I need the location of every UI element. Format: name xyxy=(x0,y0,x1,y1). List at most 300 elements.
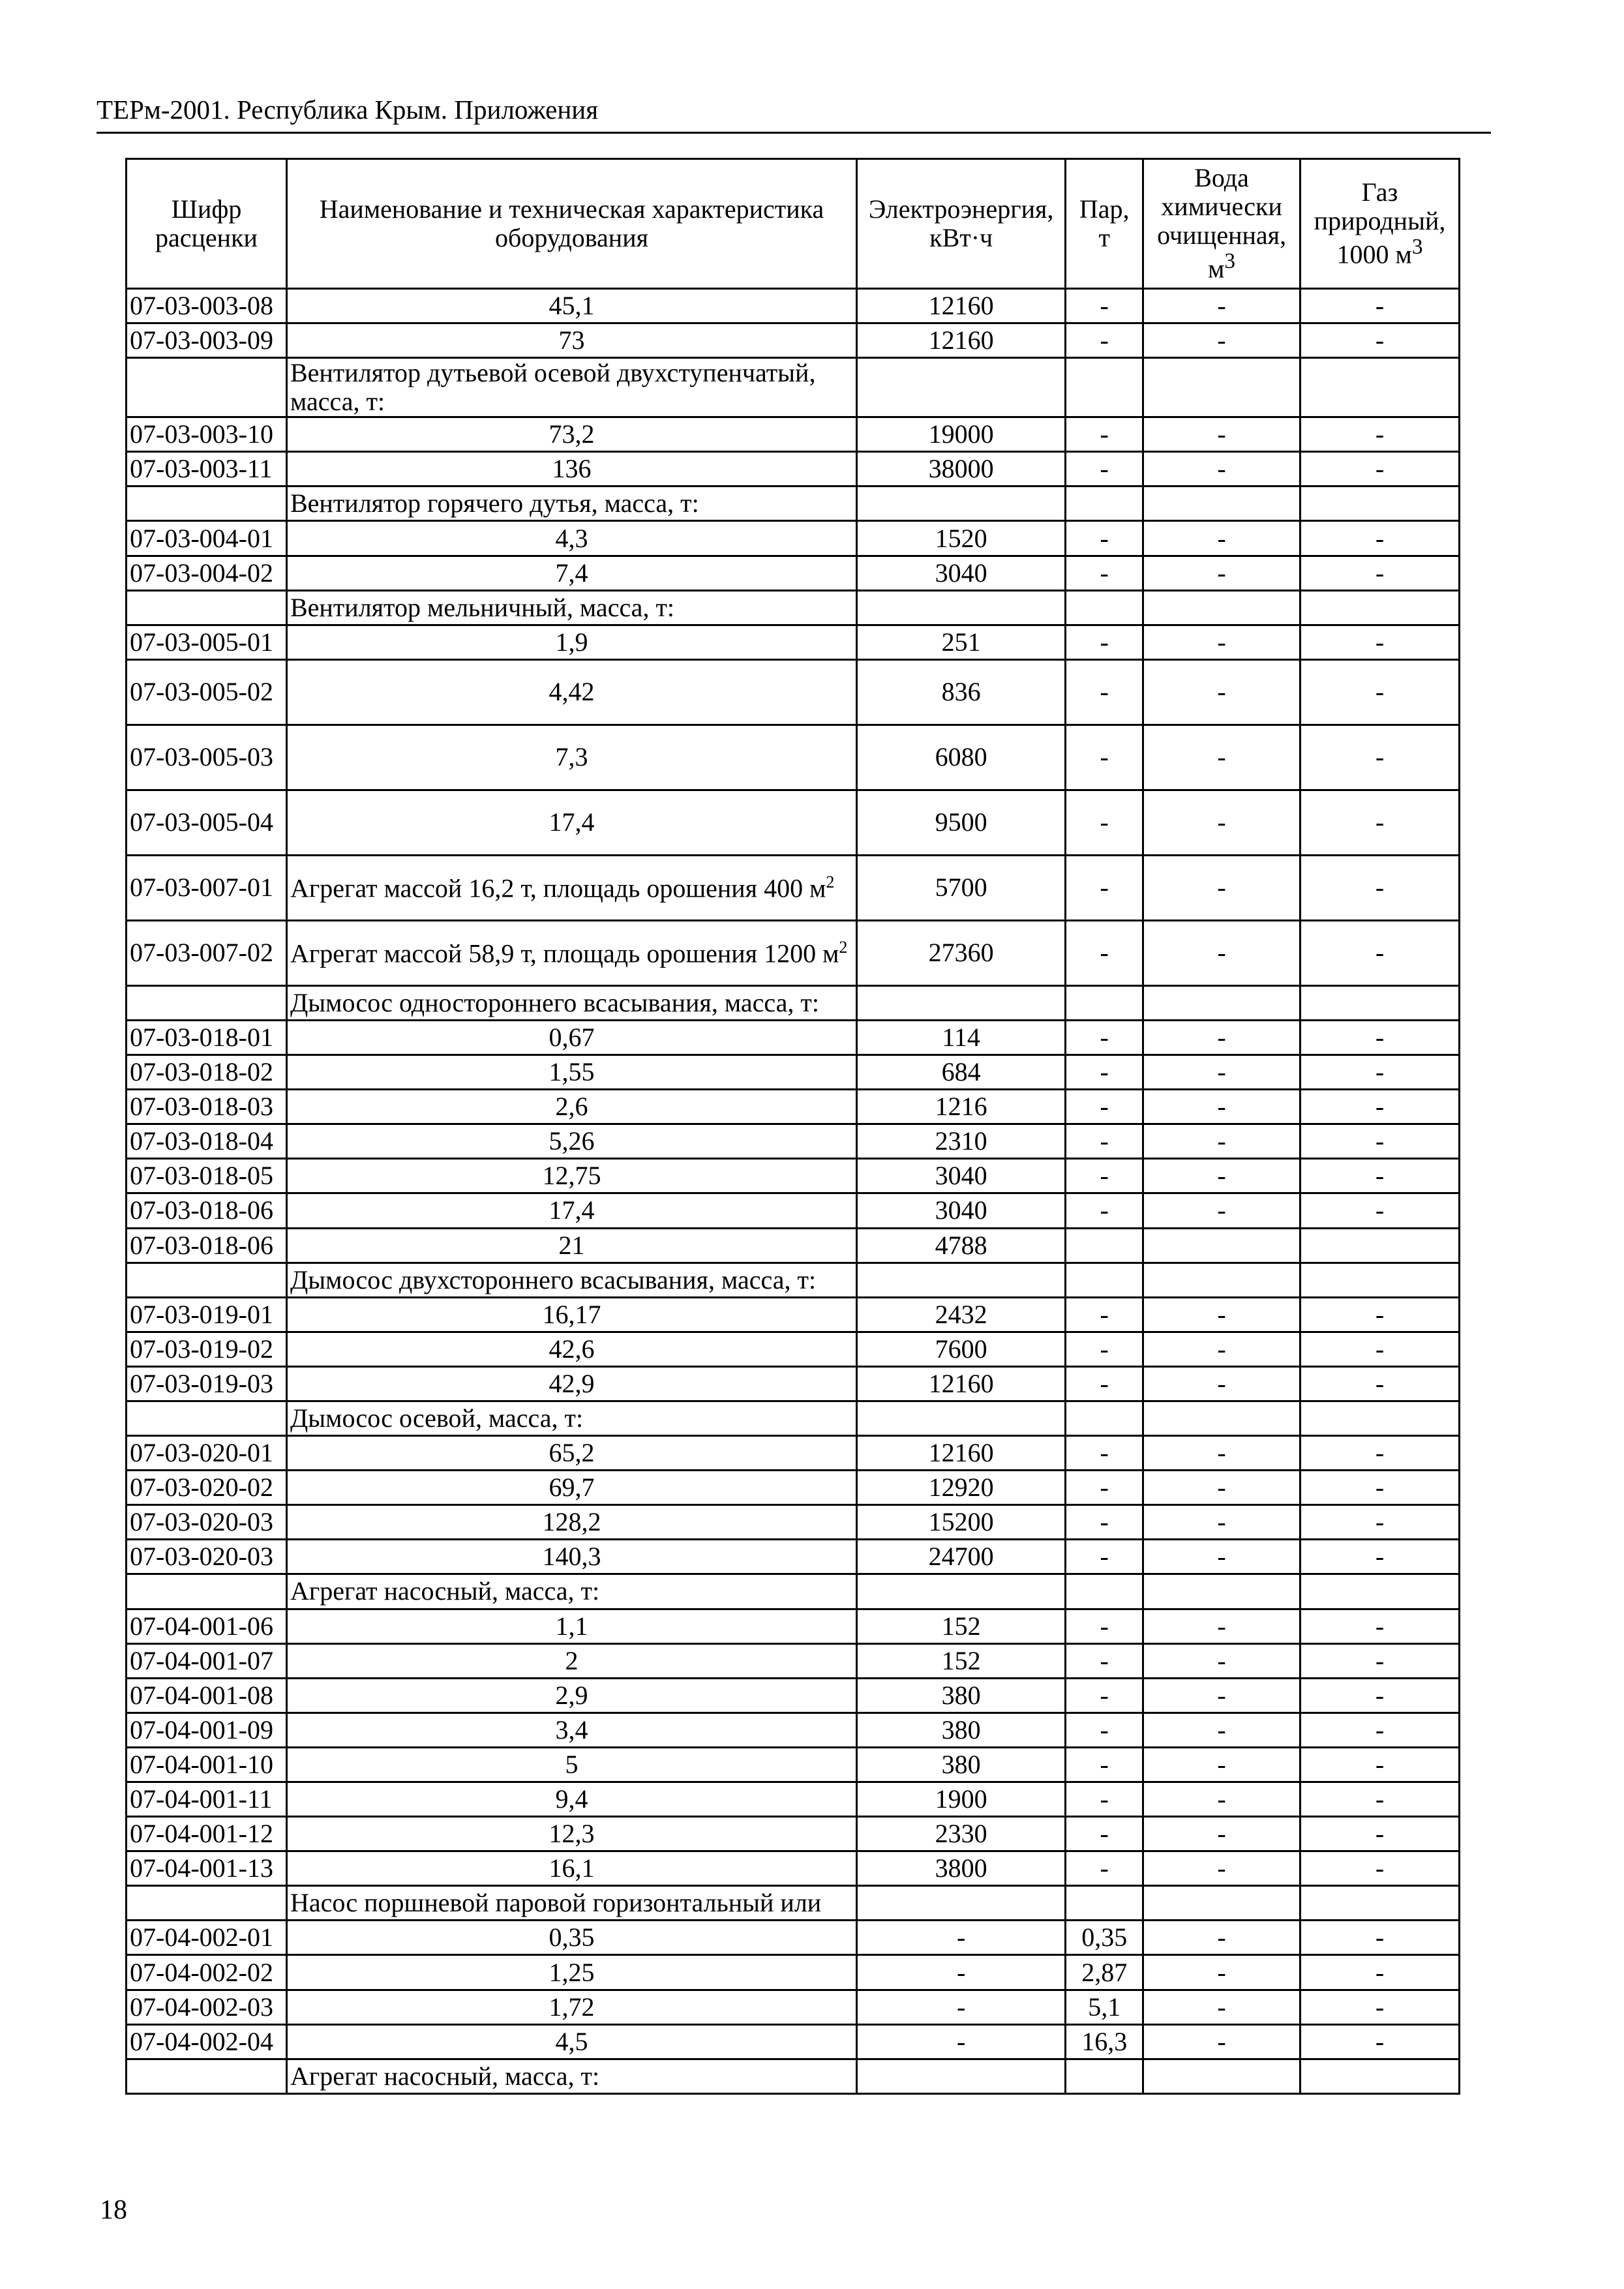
cell-text: 65,2 xyxy=(549,1438,595,1468)
cell-text: 73,2 xyxy=(549,419,595,449)
header-water-unit: м xyxy=(1208,254,1225,284)
table-row xyxy=(127,556,1460,590)
cell-code xyxy=(127,358,287,417)
cell-code xyxy=(127,486,287,521)
cell-text: - xyxy=(1375,1473,1385,1503)
cell-text: 07-04-002-02 xyxy=(130,1957,273,1987)
cell-text: 07-04-002-01 xyxy=(130,1922,273,1952)
cell-text: Агрегат массой 58,9 т, площадь орошения 1200 м xyxy=(290,938,839,968)
cell-gas xyxy=(1301,1366,1460,1401)
group-heading-row xyxy=(127,1574,1460,1609)
cell-steam xyxy=(1066,1159,1143,1193)
cell-name xyxy=(286,1228,856,1263)
cell-water xyxy=(1143,590,1301,625)
cell-text: - xyxy=(1100,1368,1109,1398)
table-row xyxy=(127,1366,1460,1401)
cell-text: 7,3 xyxy=(555,742,588,772)
cell-text: 07-04-001-12 xyxy=(130,1819,273,1849)
header-power-line: Электроэнергия, xyxy=(868,194,1054,224)
cell-water xyxy=(1143,1505,1301,1540)
cell-name xyxy=(286,452,856,486)
cell-steam xyxy=(1066,2059,1143,2093)
cell-code xyxy=(127,2059,287,2093)
group-heading-row xyxy=(127,985,1460,1020)
cell-water xyxy=(1143,289,1301,323)
cell-steam xyxy=(1066,1332,1143,1366)
group-heading-row xyxy=(127,590,1460,625)
cell-text: 4788 xyxy=(935,1230,987,1260)
cell-text: 17,4 xyxy=(549,807,595,837)
cell-steam xyxy=(1066,625,1143,659)
cell-text: - xyxy=(1217,1334,1226,1364)
cell-steam xyxy=(1066,1124,1143,1159)
cell-text: 07-03-018-01 xyxy=(130,1022,273,1052)
cell-steam xyxy=(1066,1505,1143,1540)
cell-gas xyxy=(1301,1505,1460,1540)
cell-name xyxy=(286,1159,856,1193)
cell-name xyxy=(286,1297,856,1332)
cell-text: - xyxy=(1217,1957,1226,1987)
table-row xyxy=(127,521,1460,556)
cell-text: - xyxy=(1100,1611,1109,1641)
cell-power xyxy=(857,1678,1066,1713)
header-gas-line: Газ xyxy=(1361,177,1398,207)
cell-text: - xyxy=(1100,1022,1109,1052)
cell-text: - xyxy=(1375,677,1385,707)
cell-code xyxy=(127,725,287,790)
cell-text: - xyxy=(1375,1438,1385,1468)
cell-text: 07-03-020-02 xyxy=(130,1473,273,1503)
header-gas xyxy=(1301,159,1460,289)
cell-name xyxy=(286,1436,856,1471)
cell-water xyxy=(1143,659,1301,725)
cell-gas xyxy=(1301,1886,1460,1921)
cell-text: - xyxy=(1217,742,1226,772)
cell-gas xyxy=(1301,1747,1460,1782)
table-row xyxy=(127,790,1460,855)
cell-code xyxy=(127,1747,287,1782)
cell-steam xyxy=(1066,1020,1143,1055)
cell-steam xyxy=(1066,1401,1143,1435)
cell-steam xyxy=(1066,1090,1143,1124)
cell-text: 12160 xyxy=(928,291,994,321)
cell-power xyxy=(857,1505,1066,1540)
cell-text: 2310 xyxy=(935,1126,987,1156)
cell-gas xyxy=(1301,625,1460,659)
cell-name xyxy=(286,625,856,659)
cell-text: 140,3 xyxy=(542,1542,601,1572)
cell-code xyxy=(127,323,287,358)
cell-code xyxy=(127,855,287,920)
cell-text: - xyxy=(1100,1334,1109,1364)
cell-text: - xyxy=(1217,873,1226,903)
cell-code xyxy=(127,2024,287,2059)
header-water-line: химически xyxy=(1161,192,1282,222)
cell-name xyxy=(286,1817,856,1851)
cell-text: - xyxy=(1217,1922,1226,1952)
cell-code xyxy=(127,521,287,556)
cell-gas xyxy=(1301,417,1460,452)
cell-text: Вентилятор дутьевой осевой двухступенчатый, масса, т: xyxy=(290,358,816,417)
cell-gas xyxy=(1301,2024,1460,2059)
cell-text: 5700 xyxy=(935,873,987,903)
table-row xyxy=(127,1124,1460,1159)
cell-text: - xyxy=(1217,1438,1226,1468)
cell-water xyxy=(1143,1851,1301,1886)
group-heading-row xyxy=(127,2059,1460,2093)
table-row xyxy=(127,1055,1460,1090)
cell-text: Вентилятор горячего дутья, масса, т: xyxy=(290,488,699,518)
cell-text: - xyxy=(1375,1749,1385,1779)
table-row xyxy=(127,1851,1460,1886)
cell-text: - xyxy=(1100,523,1109,553)
cell-gas xyxy=(1301,1782,1460,1817)
cell-gas xyxy=(1301,1955,1460,1990)
group-heading-row xyxy=(127,1401,1460,1435)
cell-name xyxy=(286,1505,856,1540)
cell-steam xyxy=(1066,1263,1143,1297)
cell-text: 07-03-003-08 xyxy=(130,291,273,321)
cell-text: 07-03-007-01 xyxy=(130,873,273,903)
cell-text: 12,3 xyxy=(549,1819,595,1849)
cell-text: 07-04-001-09 xyxy=(130,1714,273,1744)
header-name-line: оборудования xyxy=(495,223,649,252)
cell-water xyxy=(1143,2059,1301,2093)
cell-text: - xyxy=(1375,1507,1385,1537)
cell-text: 2,87 xyxy=(1081,1957,1128,1987)
cell-power xyxy=(857,1401,1066,1435)
cell-text: 152 xyxy=(941,1645,981,1675)
page-number: 18 xyxy=(100,2195,127,2225)
cell-gas xyxy=(1301,1228,1460,1263)
cell-gas xyxy=(1301,1297,1460,1332)
cell-text: - xyxy=(1100,1714,1109,1744)
header-code-line: расценки xyxy=(155,223,258,252)
cell-text: - xyxy=(1217,1473,1226,1503)
cell-water xyxy=(1143,1228,1301,1263)
cell-power xyxy=(857,1955,1066,1990)
header-code-line: Шифр xyxy=(171,194,242,224)
cell-power xyxy=(857,1020,1066,1055)
table-row xyxy=(127,1505,1460,1540)
cell-text: - xyxy=(1100,1819,1109,1849)
cell-text: - xyxy=(1217,1126,1226,1156)
cell-text: 07-03-003-11 xyxy=(130,454,273,484)
table-row xyxy=(127,625,1460,659)
cell-text: - xyxy=(1100,807,1109,837)
cell-steam xyxy=(1066,521,1143,556)
cell-text: 73 xyxy=(558,325,585,355)
cell-name xyxy=(286,1886,856,1921)
table-row xyxy=(127,920,1460,985)
cell-water xyxy=(1143,1713,1301,1747)
cell-steam xyxy=(1066,725,1143,790)
cell-text: - xyxy=(1375,1922,1385,1952)
cell-text: - xyxy=(1100,1299,1109,1329)
cell-gas xyxy=(1301,1332,1460,1366)
cell-code xyxy=(127,1921,287,1955)
cell-power xyxy=(857,659,1066,725)
cell-name xyxy=(286,1921,856,1955)
table-row xyxy=(127,1540,1460,1574)
cell-name xyxy=(286,790,856,855)
cell-water xyxy=(1143,486,1301,521)
cell-text: 16,3 xyxy=(1081,2026,1128,2056)
cell-text: - xyxy=(1100,558,1109,588)
cell-text: - xyxy=(1375,1057,1385,1087)
cell-gas xyxy=(1301,2059,1460,2093)
cell-text: - xyxy=(1217,1992,1226,2022)
cell-text: Агрегат насосный, масса, т: xyxy=(290,1576,600,1606)
cell-text: 07-03-018-02 xyxy=(130,1057,273,1087)
cell-text: - xyxy=(1100,627,1109,657)
cell-text: 07-03-018-04 xyxy=(130,1126,273,1156)
cell-text: 7,4 xyxy=(555,558,588,588)
cell-gas xyxy=(1301,790,1460,855)
cell-code xyxy=(127,985,287,1020)
cell-gas xyxy=(1301,556,1460,590)
cell-text: - xyxy=(1375,1299,1385,1329)
header-gas-unit: 1000 м xyxy=(1336,239,1412,269)
table-row xyxy=(127,1643,1460,1678)
cell-code xyxy=(127,1817,287,1851)
table-row xyxy=(127,1436,1460,1471)
cell-text: 5 xyxy=(565,1749,579,1779)
cell-steam xyxy=(1066,1643,1143,1678)
cell-name xyxy=(286,417,856,452)
cell-text: 16,1 xyxy=(549,1853,595,1883)
cell-steam xyxy=(1066,1471,1143,1505)
cell-text: 16,17 xyxy=(542,1299,601,1329)
cell-gas xyxy=(1301,1020,1460,1055)
cell-text: - xyxy=(1217,807,1226,837)
cell-name xyxy=(286,1193,856,1228)
table-row xyxy=(127,1713,1460,1747)
cell-power xyxy=(857,2059,1066,2093)
cell-power xyxy=(857,1436,1066,1471)
cell-text: - xyxy=(1100,1853,1109,1883)
cell-steam xyxy=(1066,1782,1143,1817)
cell-text: - xyxy=(1217,1784,1226,1814)
cell-name xyxy=(286,1574,856,1609)
cell-text: - xyxy=(1375,1957,1385,1987)
cell-gas xyxy=(1301,1055,1460,1090)
cell-text: - xyxy=(1217,2026,1226,2056)
cell-text: - xyxy=(1375,807,1385,837)
cell-code xyxy=(127,1159,287,1193)
cell-text: - xyxy=(1375,2026,1385,2056)
cell-steam xyxy=(1066,1228,1143,1263)
cell-text: 152 xyxy=(941,1611,981,1641)
cell-text: 07-03-005-01 xyxy=(130,627,273,657)
cell-gas xyxy=(1301,725,1460,790)
cell-gas xyxy=(1301,1471,1460,1505)
cell-gas xyxy=(1301,521,1460,556)
cell-text: 07-04-001-07 xyxy=(130,1645,273,1675)
running-header: ТЕРм-2001. Республика Крым. Приложения xyxy=(97,95,599,125)
cell-text: 2432 xyxy=(935,1299,987,1329)
cell-text: 380 xyxy=(941,1680,981,1710)
cell-text: 1,1 xyxy=(555,1611,588,1641)
cell-text: 12,75 xyxy=(542,1161,601,1191)
cell-code xyxy=(127,1020,287,1055)
cell-text: 42,6 xyxy=(549,1334,595,1364)
cell-water xyxy=(1143,358,1301,417)
cell-text: - xyxy=(1100,677,1109,707)
cell-name xyxy=(286,1747,856,1782)
header-water-line: Вода xyxy=(1194,163,1249,193)
cell-water xyxy=(1143,1574,1301,1609)
cell-text: 07-03-007-02 xyxy=(130,938,273,968)
cell-text: - xyxy=(1217,1299,1226,1329)
cell-text: 07-03-005-04 xyxy=(130,807,273,837)
cell-text: 07-03-019-02 xyxy=(130,1334,273,1364)
header-water-unit-exp: 3 xyxy=(1224,249,1236,274)
cell-text: 07-03-020-03 xyxy=(130,1507,273,1537)
header-gas-line: природный, xyxy=(1314,206,1446,236)
cell-power xyxy=(857,985,1066,1020)
cell-power xyxy=(857,1851,1066,1886)
cell-power xyxy=(857,625,1066,659)
cell-text: - xyxy=(1100,1195,1109,1225)
cell-text: Агрегат насосный, масса, т: xyxy=(290,2061,600,2091)
cell-power xyxy=(857,1090,1066,1124)
cell-water xyxy=(1143,1747,1301,1782)
cell-name xyxy=(286,590,856,625)
cell-text: - xyxy=(1217,1714,1226,1744)
table-row xyxy=(127,1782,1460,1817)
cell-text: - xyxy=(1217,677,1226,707)
cell-text: - xyxy=(1375,523,1385,553)
cell-name xyxy=(286,1782,856,1817)
table-row xyxy=(127,855,1460,920)
cell-text: 07-03-004-02 xyxy=(130,558,273,588)
cell-water xyxy=(1143,1678,1301,1713)
cell-text: 251 xyxy=(941,627,981,657)
cell-code xyxy=(127,452,287,486)
header-water xyxy=(1143,159,1301,289)
cell-code xyxy=(127,590,287,625)
cell-text: 7600 xyxy=(935,1334,987,1364)
cell-text: - xyxy=(1375,1819,1385,1849)
cell-text: - xyxy=(1100,742,1109,772)
cell-text: 07-03-005-03 xyxy=(130,742,273,772)
table-row xyxy=(127,1020,1460,1055)
cell-text: - xyxy=(1375,1542,1385,1572)
cell-text: 07-04-002-03 xyxy=(130,1992,273,2022)
cell-code xyxy=(127,289,287,323)
cell-water xyxy=(1143,1401,1301,1435)
cell-text: - xyxy=(1100,1438,1109,1468)
cell-text: 07-04-001-10 xyxy=(130,1749,273,1779)
cell-text: - xyxy=(1100,325,1109,355)
cell-text: 07-03-019-03 xyxy=(130,1368,273,1398)
table-row xyxy=(127,1990,1460,2024)
cell-text: - xyxy=(1217,1749,1226,1779)
cell-water xyxy=(1143,1540,1301,1574)
cell-name xyxy=(286,1678,856,1713)
cell-code xyxy=(127,1851,287,1886)
table-row xyxy=(127,323,1460,358)
cell-gas xyxy=(1301,1193,1460,1228)
cell-code xyxy=(127,1955,287,1990)
cell-steam xyxy=(1066,1678,1143,1713)
cell-text: 1,55 xyxy=(549,1057,595,1087)
cell-text: 12920 xyxy=(928,1473,994,1503)
header-power-line: кВт·ч xyxy=(929,223,993,252)
cell-water xyxy=(1143,1124,1301,1159)
table-row xyxy=(127,1921,1460,1955)
cell-name xyxy=(286,1124,856,1159)
cell-text: Вентилятор мельничный, масса, т: xyxy=(290,592,675,622)
cell-text: - xyxy=(1217,419,1226,449)
cell-steam xyxy=(1066,323,1143,358)
cell-gas xyxy=(1301,1609,1460,1643)
cell-water xyxy=(1143,725,1301,790)
cell-power xyxy=(857,1193,1066,1228)
cell-code xyxy=(127,1193,287,1228)
cell-water xyxy=(1143,1643,1301,1678)
cell-gas xyxy=(1301,1643,1460,1678)
cell-water xyxy=(1143,1332,1301,1366)
cell-text: 4,42 xyxy=(549,677,595,707)
cell-text: - xyxy=(1375,558,1385,588)
cell-text: - xyxy=(1375,454,1385,484)
cell-code xyxy=(127,556,287,590)
cell-text: - xyxy=(1217,1645,1226,1675)
cell-water xyxy=(1143,1159,1301,1193)
table-row xyxy=(127,659,1460,725)
group-heading-row xyxy=(127,1263,1460,1297)
cell-code xyxy=(127,1228,287,1263)
header-name-line: Наименование и техническая характеристика xyxy=(319,194,824,224)
cell-name xyxy=(286,1609,856,1643)
cell-steam xyxy=(1066,556,1143,590)
cell-text: 2 xyxy=(565,1645,579,1675)
header-steam-line: т xyxy=(1098,223,1110,252)
cell-text: - xyxy=(1100,419,1109,449)
cell-gas xyxy=(1301,1436,1460,1471)
cell-water xyxy=(1143,1921,1301,1955)
cell-steam xyxy=(1066,289,1143,323)
cell-power xyxy=(857,1782,1066,1817)
cell-text: - xyxy=(1100,1645,1109,1675)
cell-water xyxy=(1143,985,1301,1020)
cell-name xyxy=(286,486,856,521)
header-name xyxy=(286,159,856,289)
cell-text: 1,9 xyxy=(555,627,588,657)
cell-text: Дымосос двухстороннего всасывания, масса, т: xyxy=(290,1264,817,1294)
cell-text: 9,4 xyxy=(555,1784,588,1814)
cell-water xyxy=(1143,452,1301,486)
cell-name xyxy=(286,1955,856,1990)
cell-text: - xyxy=(1375,1334,1385,1364)
cell-name xyxy=(286,659,856,725)
cell-code xyxy=(127,1678,287,1713)
cell-name xyxy=(286,985,856,1020)
cell-text: - xyxy=(1375,1126,1385,1156)
cell-water xyxy=(1143,323,1301,358)
table-row xyxy=(127,725,1460,790)
cell-text: - xyxy=(1100,291,1109,321)
cell-steam xyxy=(1066,417,1143,452)
cell-code xyxy=(127,1782,287,1817)
cell-name xyxy=(286,1471,856,1505)
cell-text: 07-03-020-01 xyxy=(130,1438,273,1468)
cell-text: 69,7 xyxy=(549,1473,595,1503)
cell-steam xyxy=(1066,590,1143,625)
cell-text: 07-04-002-04 xyxy=(130,2026,273,2056)
